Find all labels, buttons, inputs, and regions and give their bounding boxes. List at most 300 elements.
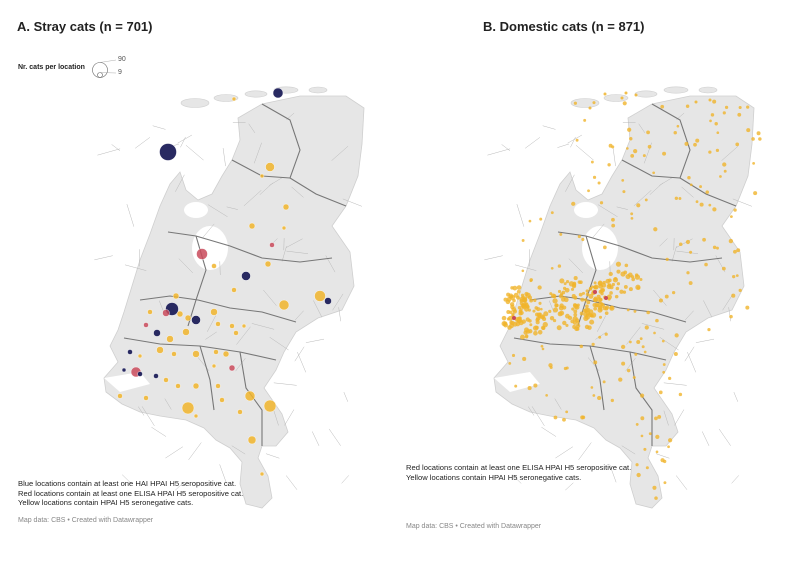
- location-seronegative: [571, 202, 575, 206]
- wadden-island: [664, 87, 688, 93]
- location-seronegative: [594, 281, 597, 284]
- municipality-border: [543, 126, 556, 130]
- location-seronegative: [678, 197, 681, 200]
- location-seronegative: [526, 305, 530, 309]
- location-seronegative: [660, 105, 664, 109]
- location-seronegative: [548, 310, 551, 313]
- location-seronegative: [583, 119, 586, 122]
- location-seronegative: [708, 150, 711, 153]
- location-seronegative: [541, 345, 544, 348]
- location-seronegative: [655, 435, 659, 439]
- location-seronegative: [578, 280, 581, 283]
- location-seronegative: [522, 319, 526, 323]
- location-seronegative: [536, 307, 540, 311]
- location-seronegative: [684, 142, 688, 146]
- location-seronegative: [653, 227, 657, 231]
- location-seronegative: [705, 190, 709, 194]
- location-seronegative: [753, 191, 757, 195]
- municipality-border: [284, 410, 293, 426]
- location-seronegative: [663, 481, 666, 484]
- location-seronegative: [580, 298, 584, 302]
- location-seronegative: [625, 264, 629, 268]
- location-seronegative: [628, 273, 633, 278]
- location-seronegative: [635, 463, 638, 466]
- municipality-border: [186, 145, 204, 160]
- location-seronegative: [675, 333, 679, 337]
- location-elisa-seropositive: [604, 296, 608, 300]
- municipality-border: [565, 483, 573, 490]
- location-seronegative: [739, 289, 742, 292]
- note-blue: Blue locations contain at least one HAI HPAI H5 seropositive cat.: [18, 479, 237, 488]
- location-seronegative: [234, 331, 239, 336]
- location-seronegative: [736, 274, 739, 277]
- location-seronegative: [512, 286, 517, 291]
- location-seronegative: [593, 286, 596, 289]
- municipality-border: [344, 392, 348, 402]
- location-seronegative: [711, 113, 714, 116]
- location-seronegative: [315, 291, 326, 302]
- location-seronegative: [580, 415, 584, 419]
- municipality-border: [656, 454, 669, 459]
- location-seronegative: [588, 294, 593, 299]
- location-seronegative: [640, 394, 644, 398]
- location-seronegative: [525, 302, 528, 305]
- location-seronegative: [566, 280, 569, 283]
- municipality-border: [517, 204, 524, 227]
- location-seronegative: [620, 272, 625, 277]
- wadden-island: [181, 99, 209, 108]
- municipality-border: [487, 149, 510, 155]
- location-elisa-seropositive: [163, 310, 170, 317]
- location-seronegative: [558, 264, 561, 267]
- municipality-border: [189, 442, 202, 459]
- location-seronegative: [679, 242, 683, 246]
- location-seronegative: [639, 278, 642, 281]
- location-seronegative: [529, 220, 532, 223]
- location-seronegative: [635, 274, 640, 279]
- location-seronegative: [216, 322, 221, 327]
- location-seronegative: [623, 290, 626, 293]
- location-seronegative: [167, 336, 174, 343]
- location-seronegative: [533, 383, 537, 387]
- location-seronegative: [646, 466, 649, 469]
- location-seronegative: [577, 303, 580, 306]
- location-seronegative: [539, 218, 542, 221]
- location-seronegative: [585, 305, 589, 309]
- municipality-border: [702, 432, 709, 446]
- location-seronegative: [589, 320, 594, 325]
- location-seronegative: [558, 311, 563, 316]
- location-seronegative: [144, 396, 149, 401]
- location-seronegative: [637, 286, 641, 290]
- municipality-border: [674, 410, 683, 426]
- municipality-border: [266, 454, 279, 459]
- location-seronegative: [157, 347, 164, 354]
- location-seronegative: [279, 300, 289, 310]
- municipality-border: [97, 149, 120, 155]
- location-seronegative: [640, 416, 644, 420]
- location-seronegative: [677, 125, 680, 128]
- location-seronegative: [533, 331, 538, 336]
- location-seronegative: [674, 352, 678, 356]
- location-seronegative: [532, 310, 535, 313]
- location-seronegative: [513, 309, 517, 313]
- location-seronegative: [645, 325, 649, 329]
- location-seronegative: [603, 246, 607, 250]
- location-seronegative: [666, 258, 669, 261]
- location-seronegative: [712, 207, 716, 211]
- location-seronegative: [662, 340, 665, 343]
- location-seronegative: [695, 101, 698, 104]
- location-seronegative: [538, 302, 541, 305]
- location-elisa-seropositive: [229, 365, 235, 371]
- location-seronegative: [672, 291, 675, 294]
- location-seronegative: [524, 327, 529, 332]
- source-credit-domestic: Map data: CBS • Created with Datawrapper: [406, 523, 542, 530]
- location-hai-seropositive: [154, 374, 159, 379]
- location-seronegative: [645, 198, 648, 201]
- location-seronegative: [551, 267, 554, 270]
- location-seronegative: [214, 350, 219, 355]
- location-seronegative: [518, 311, 522, 315]
- location-seronegative: [509, 323, 514, 328]
- location-seronegative: [634, 353, 637, 356]
- municipality-border: [295, 347, 304, 361]
- location-seronegative: [609, 144, 613, 148]
- location-seronegative: [176, 384, 181, 389]
- location-seronegative: [621, 179, 624, 182]
- municipality-border: [555, 447, 572, 458]
- location-seronegative: [687, 176, 690, 179]
- location-seronegative: [695, 139, 699, 143]
- location-seronegative: [659, 298, 663, 302]
- location-seronegative: [646, 130, 650, 134]
- location-seronegative: [667, 445, 670, 448]
- location-seronegative: [739, 106, 742, 109]
- location-seronegative: [564, 367, 567, 370]
- municipality-border: [676, 476, 687, 490]
- country-outline: [494, 96, 754, 508]
- location-seronegative: [636, 340, 640, 344]
- location-seronegative: [654, 417, 658, 421]
- legend-leader-min: [100, 73, 116, 74]
- municipality-border: [274, 383, 297, 386]
- location-seronegative: [646, 311, 650, 315]
- municipality-border: [153, 126, 166, 130]
- location-hai-seropositive: [154, 330, 161, 337]
- location-seronegative: [616, 270, 620, 274]
- location-seronegative: [172, 352, 177, 357]
- location-seronegative: [644, 351, 647, 354]
- location-elisa-seropositive: [197, 249, 208, 260]
- location-seronegative: [674, 131, 677, 134]
- location-seronegative: [589, 107, 592, 110]
- location-seronegative: [635, 94, 638, 97]
- location-seronegative: [736, 248, 740, 252]
- location-seronegative: [589, 309, 593, 313]
- location-seronegative: [699, 185, 702, 188]
- location-seronegative: [248, 436, 256, 444]
- municipality-border: [180, 137, 185, 147]
- location-seronegative: [627, 128, 631, 132]
- location-seronegative: [600, 303, 603, 306]
- legend-title: Nr. cats per location: [18, 64, 85, 71]
- location-seronegative: [264, 400, 276, 412]
- location-seronegative: [611, 224, 615, 228]
- location-seronegative: [643, 448, 646, 451]
- location-hai-seropositive: [192, 316, 201, 325]
- lake-waddenzee-inlet: [574, 202, 598, 218]
- location-seronegative: [636, 423, 639, 426]
- location-seronegative: [583, 313, 587, 317]
- municipality-border: [151, 427, 166, 436]
- location-seronegative: [675, 197, 678, 200]
- location-seronegative: [686, 271, 689, 274]
- location-seronegative: [266, 163, 275, 172]
- location-seronegative: [510, 295, 515, 300]
- location-seronegative: [565, 411, 568, 414]
- location-seronegative: [537, 285, 541, 289]
- location-seronegative: [686, 240, 690, 244]
- legend-leader-max: [100, 60, 116, 63]
- location-seronegative: [633, 149, 637, 153]
- location-seronegative: [533, 299, 536, 302]
- location-seronegative: [559, 306, 564, 311]
- location-seronegative: [520, 335, 525, 340]
- location-seronegative: [608, 297, 611, 300]
- location-seronegative: [730, 215, 733, 218]
- location-seronegative: [652, 171, 655, 174]
- location-seronegative: [573, 282, 577, 286]
- location-seronegative: [693, 143, 697, 147]
- location-seronegative: [585, 325, 589, 329]
- panel-title-stray: A. Stray cats (n = 701): [17, 19, 153, 34]
- location-seronegative: [521, 296, 524, 299]
- location-elisa-seropositive: [144, 323, 149, 328]
- location-seronegative: [611, 218, 615, 222]
- location-seronegative: [623, 101, 627, 105]
- location-seronegative: [503, 323, 508, 328]
- location-seronegative: [729, 239, 733, 243]
- location-seronegative: [517, 285, 522, 290]
- location-seronegative: [732, 275, 735, 278]
- location-seronegative: [716, 247, 719, 250]
- location-seronegative: [522, 239, 525, 242]
- location-seronegative: [542, 348, 545, 351]
- location-hai-seropositive: [242, 272, 251, 281]
- location-seronegative: [625, 92, 628, 95]
- location-seronegative: [616, 287, 620, 291]
- location-hai-seropositive: [128, 350, 133, 355]
- location-seronegative: [719, 175, 722, 178]
- municipality-border: [306, 339, 324, 343]
- location-seronegative: [618, 377, 622, 381]
- location-seronegative: [515, 322, 520, 327]
- location-seronegative: [612, 283, 615, 286]
- location-seronegative: [118, 394, 123, 399]
- location-seronegative: [649, 432, 652, 435]
- location-seronegative: [584, 308, 589, 313]
- location-seronegative: [611, 399, 614, 402]
- location-seronegative: [212, 364, 216, 368]
- location-seronegative: [573, 309, 577, 313]
- location-seronegative: [599, 298, 603, 302]
- location-seronegative: [576, 324, 580, 328]
- location-seronegative: [608, 279, 612, 283]
- location-seronegative: [554, 303, 558, 307]
- location-seronegative: [193, 383, 199, 389]
- location-seronegative: [568, 316, 572, 320]
- location-seronegative: [211, 309, 218, 316]
- location-seronegative: [745, 306, 749, 310]
- location-seronegative: [607, 163, 610, 166]
- wadden-island: [245, 91, 267, 97]
- location-seronegative: [622, 190, 625, 193]
- municipality-border: [223, 148, 225, 166]
- location-seronegative: [540, 308, 543, 311]
- location-seronegative: [713, 246, 716, 249]
- location-seronegative: [636, 203, 640, 207]
- location-seronegative: [536, 320, 540, 324]
- location-seronegative: [636, 473, 640, 477]
- location-seronegative: [627, 309, 630, 312]
- location-seronegative: [600, 292, 603, 295]
- location-seronegative: [723, 111, 726, 114]
- notes-stray: [18, 479, 243, 508]
- wadden-island: [635, 91, 657, 97]
- location-seronegative: [592, 343, 595, 346]
- location-seronegative: [621, 345, 625, 349]
- municipality-border: [664, 383, 687, 386]
- location-seronegative: [751, 137, 755, 141]
- legend-circle-large: [93, 63, 108, 78]
- location-seronegative: [757, 131, 761, 135]
- location-seronegative: [553, 319, 556, 322]
- wadden-island: [699, 87, 717, 93]
- location-seronegative: [686, 105, 689, 108]
- location-seronegative: [573, 316, 578, 321]
- location-seronegative: [609, 272, 613, 276]
- location-seronegative: [733, 208, 736, 211]
- location-seronegative: [668, 438, 672, 442]
- location-seronegative: [614, 277, 617, 280]
- legend-circle-small: [98, 73, 103, 78]
- location-seronegative: [545, 394, 548, 397]
- municipality-border: [579, 442, 592, 459]
- location-seronegative: [621, 97, 624, 100]
- municipality-border: [734, 392, 738, 402]
- location-seronegative: [593, 307, 597, 311]
- location-seronegative: [519, 308, 522, 311]
- location-seronegative: [503, 298, 507, 302]
- location-seronegative: [508, 362, 511, 365]
- location-seronegative: [591, 386, 594, 389]
- location-seronegative: [521, 304, 526, 309]
- location-seronegative: [580, 345, 583, 348]
- location-seronegative: [550, 366, 553, 369]
- location-seronegative: [630, 154, 634, 158]
- location-seronegative: [654, 496, 658, 500]
- location-seronegative: [659, 391, 663, 395]
- location-seronegative: [216, 384, 221, 389]
- note-yellow: Yellow locations contain HPAI H5 seronegative cats.: [406, 472, 582, 482]
- municipality-border: [696, 339, 714, 343]
- location-seronegative: [700, 203, 704, 207]
- wadden-island: [604, 95, 628, 102]
- location-seronegative: [600, 201, 603, 204]
- location-seronegative: [609, 305, 614, 310]
- location-seronegative: [562, 418, 566, 422]
- location-hai-seropositive: [160, 144, 177, 161]
- location-seronegative: [722, 267, 726, 271]
- location-seronegative: [696, 200, 699, 203]
- location-seronegative: [553, 307, 558, 312]
- location-seronegative: [595, 303, 600, 308]
- location-seronegative: [138, 354, 142, 358]
- location-seronegative: [599, 308, 602, 311]
- location-seronegative: [648, 145, 652, 149]
- location-seronegative: [528, 386, 532, 390]
- location-seronegative: [599, 316, 602, 319]
- location-seronegative: [593, 360, 597, 364]
- location-seronegative: [660, 458, 664, 462]
- location-seronegative: [729, 315, 733, 319]
- location-seronegative: [631, 217, 634, 220]
- location-seronegative: [631, 278, 635, 282]
- location-seronegative: [630, 212, 633, 215]
- location-elisa-seropositive: [593, 290, 597, 294]
- location-seronegative: [626, 147, 629, 150]
- location-seronegative: [708, 204, 711, 207]
- location-seronegative: [735, 143, 739, 147]
- location-seronegative: [517, 290, 521, 294]
- location-seronegative: [634, 310, 637, 313]
- municipality-border: [576, 145, 594, 160]
- location-seronegative: [535, 326, 539, 330]
- legend-max-label: 90: [118, 56, 126, 63]
- location-seronegative: [574, 102, 577, 105]
- location-seronegative: [538, 330, 543, 335]
- location-seronegative: [522, 357, 526, 361]
- location-seronegative: [582, 292, 585, 295]
- location-seronegative: [605, 333, 608, 336]
- location-seronegative: [662, 152, 666, 156]
- location-seronegative: [265, 261, 271, 267]
- location-seronegative: [238, 410, 243, 415]
- lake-ijsselmeer: [582, 226, 618, 270]
- municipality-border: [127, 204, 134, 227]
- location-seronegative: [609, 291, 613, 295]
- location-seronegative: [731, 294, 735, 298]
- location-seronegative: [592, 394, 595, 397]
- municipality-border: [557, 144, 569, 148]
- wadden-island: [309, 87, 327, 93]
- note-yellow: Yellow locations contain HPAI H5 seronegative cats.: [18, 498, 194, 507]
- location-seronegative: [576, 139, 579, 142]
- municipality-border: [732, 475, 739, 483]
- location-seronegative: [758, 137, 761, 140]
- location-seronegative: [593, 176, 596, 179]
- location-seronegative: [282, 226, 286, 230]
- location-seronegative: [594, 299, 597, 302]
- location-seronegative: [714, 122, 717, 125]
- municipality-border: [135, 137, 150, 148]
- location-seronegative: [559, 233, 562, 236]
- location-seronegative: [574, 276, 578, 280]
- location-seronegative: [598, 280, 603, 285]
- location-seronegative: [529, 299, 533, 303]
- location-seronegative: [563, 296, 566, 299]
